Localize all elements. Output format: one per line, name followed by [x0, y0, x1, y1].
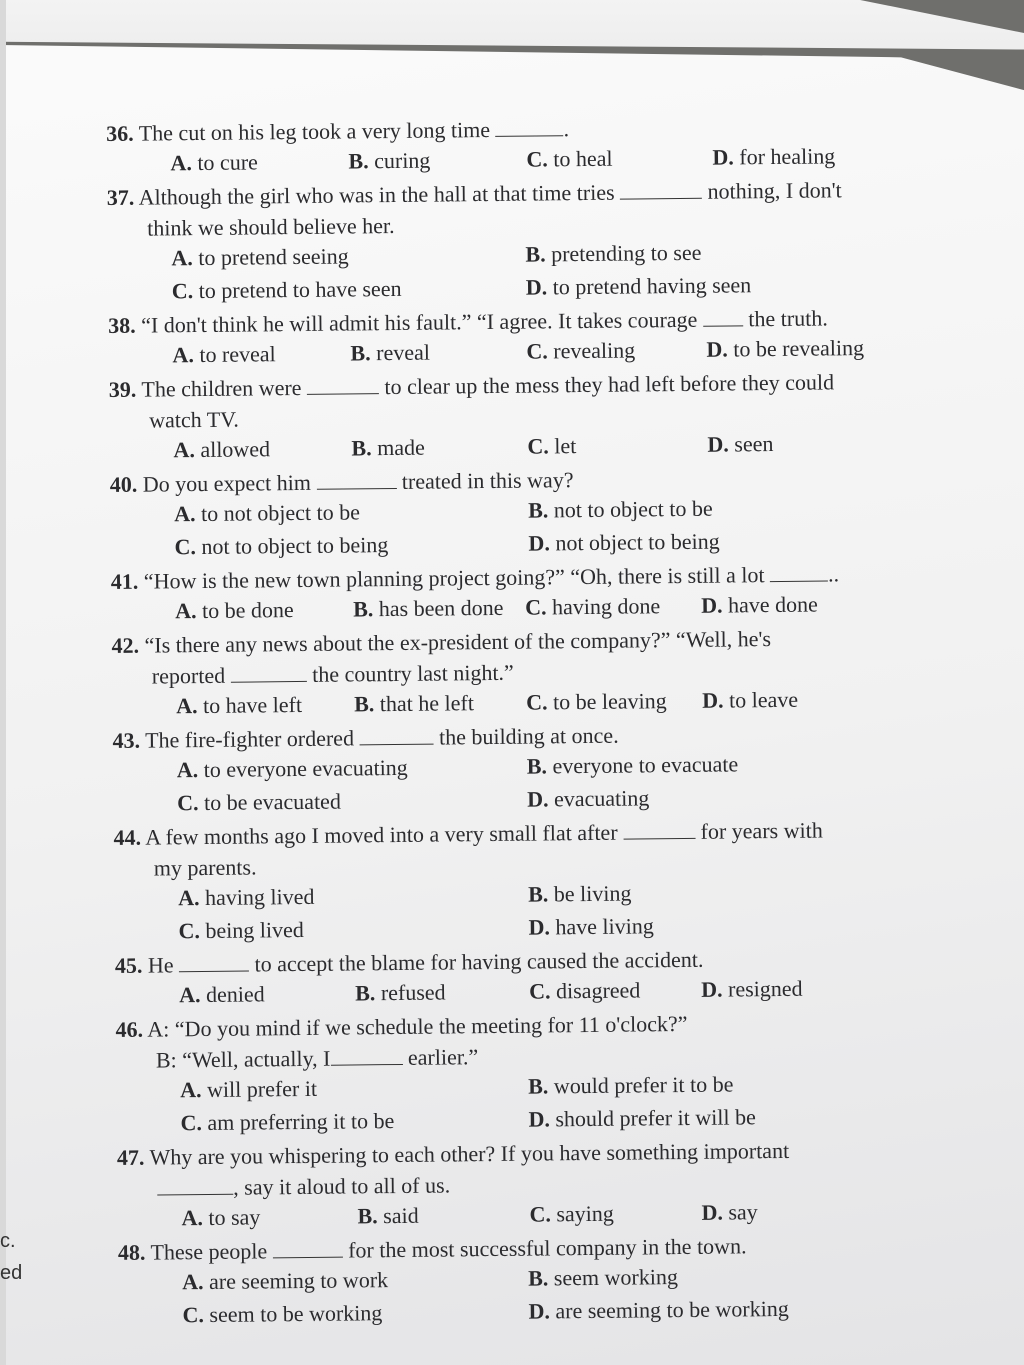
- option-c: C. to heal: [526, 145, 613, 172]
- option-d: D. for healing: [712, 143, 836, 170]
- option-c: C. disagreed: [529, 977, 641, 1004]
- option-c: C. to be evacuated: [177, 788, 341, 816]
- question-text: A few months ago I moved into a very small flat after: [145, 819, 618, 850]
- question-42: [111, 621, 972, 692]
- option-c: C. being lived: [178, 916, 304, 944]
- question-number: 45.: [114, 952, 143, 978]
- answer-blank: [273, 1239, 343, 1259]
- option-a: A. having lived: [178, 883, 315, 911]
- option-a: A. to pretend seeing: [171, 243, 349, 271]
- question-number: 47.: [116, 1144, 145, 1170]
- question-number: 40.: [109, 471, 138, 497]
- question-39: [109, 365, 970, 436]
- answer-blank: [495, 117, 563, 137]
- question-number: 39.: [108, 376, 137, 402]
- page-edge: [0, 0, 6, 1365]
- answer-blank: [330, 1046, 402, 1066]
- answer-blank: [307, 375, 379, 395]
- answer-blank: [770, 562, 828, 582]
- option-a: A. to reveal: [172, 341, 276, 368]
- option-d: D. have living: [528, 913, 654, 940]
- option-a: A. to cure: [170, 149, 258, 176]
- option-d: D. should prefer it will be: [528, 1104, 756, 1132]
- question-47: [117, 1133, 978, 1204]
- question-text-end: .: [563, 116, 570, 142]
- margin-text-2: ed: [0, 1262, 23, 1284]
- question-continuation: reported the country last night.”: [151, 659, 514, 689]
- question-46: [115, 1005, 976, 1076]
- answer-blank: [703, 307, 743, 326]
- question-continuation: my parents.: [153, 854, 257, 881]
- answer-blank: [231, 663, 307, 683]
- question-continuation: B: “Well, actually, I earlier.”: [155, 1044, 479, 1073]
- margin-text-1: c.: [0, 1230, 16, 1252]
- option-c: C. to be leaving: [526, 688, 667, 715]
- question-text: “I don't think he will admit his fault.” “I agree. It takes courage: [141, 306, 698, 338]
- question-text: These people: [150, 1238, 268, 1265]
- option-b: B. said: [357, 1202, 419, 1229]
- question-number: 37.: [106, 184, 135, 210]
- option-c: C. having done: [525, 593, 661, 620]
- question-number: 38.: [108, 312, 136, 338]
- option-b: B. made: [351, 434, 425, 461]
- option-a: A. to have left: [176, 691, 303, 719]
- option-c: C. not to object to being: [174, 532, 389, 560]
- answer-blank: [179, 953, 249, 973]
- option-b: B. would prefer it to be: [528, 1071, 734, 1099]
- option-c: C. to pretend to have seen: [171, 275, 402, 304]
- option-d: D. have done: [701, 591, 818, 618]
- option-b: B. everyone to evacuate: [526, 751, 739, 779]
- option-a: A. denied: [179, 981, 265, 1008]
- question-text-end: nothing, I don't: [707, 177, 842, 204]
- question-continuation: , say it aloud to all of us.: [117, 1164, 977, 1204]
- answer-blank: [359, 726, 433, 746]
- option-d: D. say: [701, 1199, 758, 1225]
- option-b: B. curing: [348, 147, 431, 174]
- option-d: D. seen: [707, 431, 774, 457]
- option-d: D. to be revealing: [706, 335, 865, 362]
- option-b: B. not to object to be: [527, 495, 713, 523]
- option-b: B. has been done: [353, 594, 504, 622]
- answer-blank: [620, 180, 702, 200]
- question-text: “How is the new town planning project going?” “Oh, there is still a lot: [143, 562, 765, 594]
- option-c: C. let: [527, 433, 577, 459]
- question-37: [107, 173, 968, 244]
- question-number: 41.: [110, 568, 139, 594]
- question-number: 48.: [117, 1239, 146, 1265]
- option-d: D. are seeming to be working: [528, 1295, 789, 1324]
- option-a: A. to be done: [175, 597, 294, 624]
- question-44: [113, 813, 974, 884]
- question-text: Do you expect him: [142, 469, 311, 497]
- answer-blank: [316, 470, 396, 490]
- question-text: The children were: [141, 374, 302, 402]
- option-a: A. will prefer it: [180, 1075, 318, 1103]
- option-a: A. allowed: [173, 436, 271, 463]
- option-b: B. pretending to see: [525, 239, 702, 267]
- option-d: D. to pretend having seen: [525, 272, 752, 300]
- question-number: 43.: [112, 727, 141, 753]
- option-a: A. are seeming to work: [182, 1267, 389, 1295]
- option-a: A. to say: [181, 1204, 261, 1231]
- question-continuation: watch TV.: [149, 406, 239, 433]
- question-text-end: to accept the blame for having caused the accident.: [254, 946, 704, 977]
- option-b: B. seem working: [528, 1264, 679, 1291]
- option-d: D. resigned: [701, 975, 803, 1002]
- question-number: 46.: [115, 1016, 144, 1042]
- question-text: The cut on his leg took a very long time: [138, 116, 491, 146]
- question-text-end: the building at once.: [438, 722, 619, 750]
- option-c: C. saying: [529, 1200, 614, 1227]
- question-text-end: treated in this way?: [401, 467, 574, 494]
- question-text-end: for the most successful company in the town.: [348, 1233, 747, 1263]
- option-c: C. revealing: [526, 337, 636, 364]
- question-text: Why are you whispering to each other? If you have something important: [149, 1137, 790, 1170]
- question-text: The fire-fighter ordered: [144, 725, 355, 753]
- option-d: D. to leave: [701, 686, 799, 713]
- option-c: C. seem to be working: [182, 1300, 383, 1328]
- option-b: B. reveal: [350, 339, 431, 366]
- option-b: B. be living: [528, 880, 632, 907]
- question-text: Although the girl who was in the hall at that time tries: [138, 179, 615, 210]
- option-d: D. evacuating: [527, 785, 650, 812]
- option-b: B. refused: [355, 979, 446, 1006]
- question-text: A: “Do you mind if we schedule the meeting for 11 o'clock?”: [147, 1010, 688, 1042]
- option-a: A. to everyone evacuating: [176, 754, 408, 783]
- question-text-end: ..: [827, 561, 840, 587]
- question-continuation: think we should believe her.: [147, 212, 395, 241]
- option-b: B. that he left: [354, 690, 475, 717]
- question-number: 44.: [113, 824, 142, 850]
- option-d: D. not object to being: [528, 528, 720, 556]
- question-text-end: for years with: [700, 817, 823, 844]
- answer-blank: [623, 820, 695, 840]
- question-number: 42.: [111, 632, 140, 658]
- question-list: [106, 109, 979, 1334]
- option-c: C. am preferring it to be: [180, 1108, 395, 1136]
- question-text-end: the truth.: [748, 305, 828, 332]
- option-a: A. to not object to be: [174, 499, 361, 527]
- question-text-end: to clear up the mess they had left before they could: [384, 369, 835, 400]
- question-text: He: [147, 952, 174, 978]
- question-number: 36.: [106, 120, 134, 146]
- question-text: “Is there any news about the ex-president of the company?” “Well, he's: [144, 626, 772, 658]
- answer-blank: [157, 1176, 233, 1196]
